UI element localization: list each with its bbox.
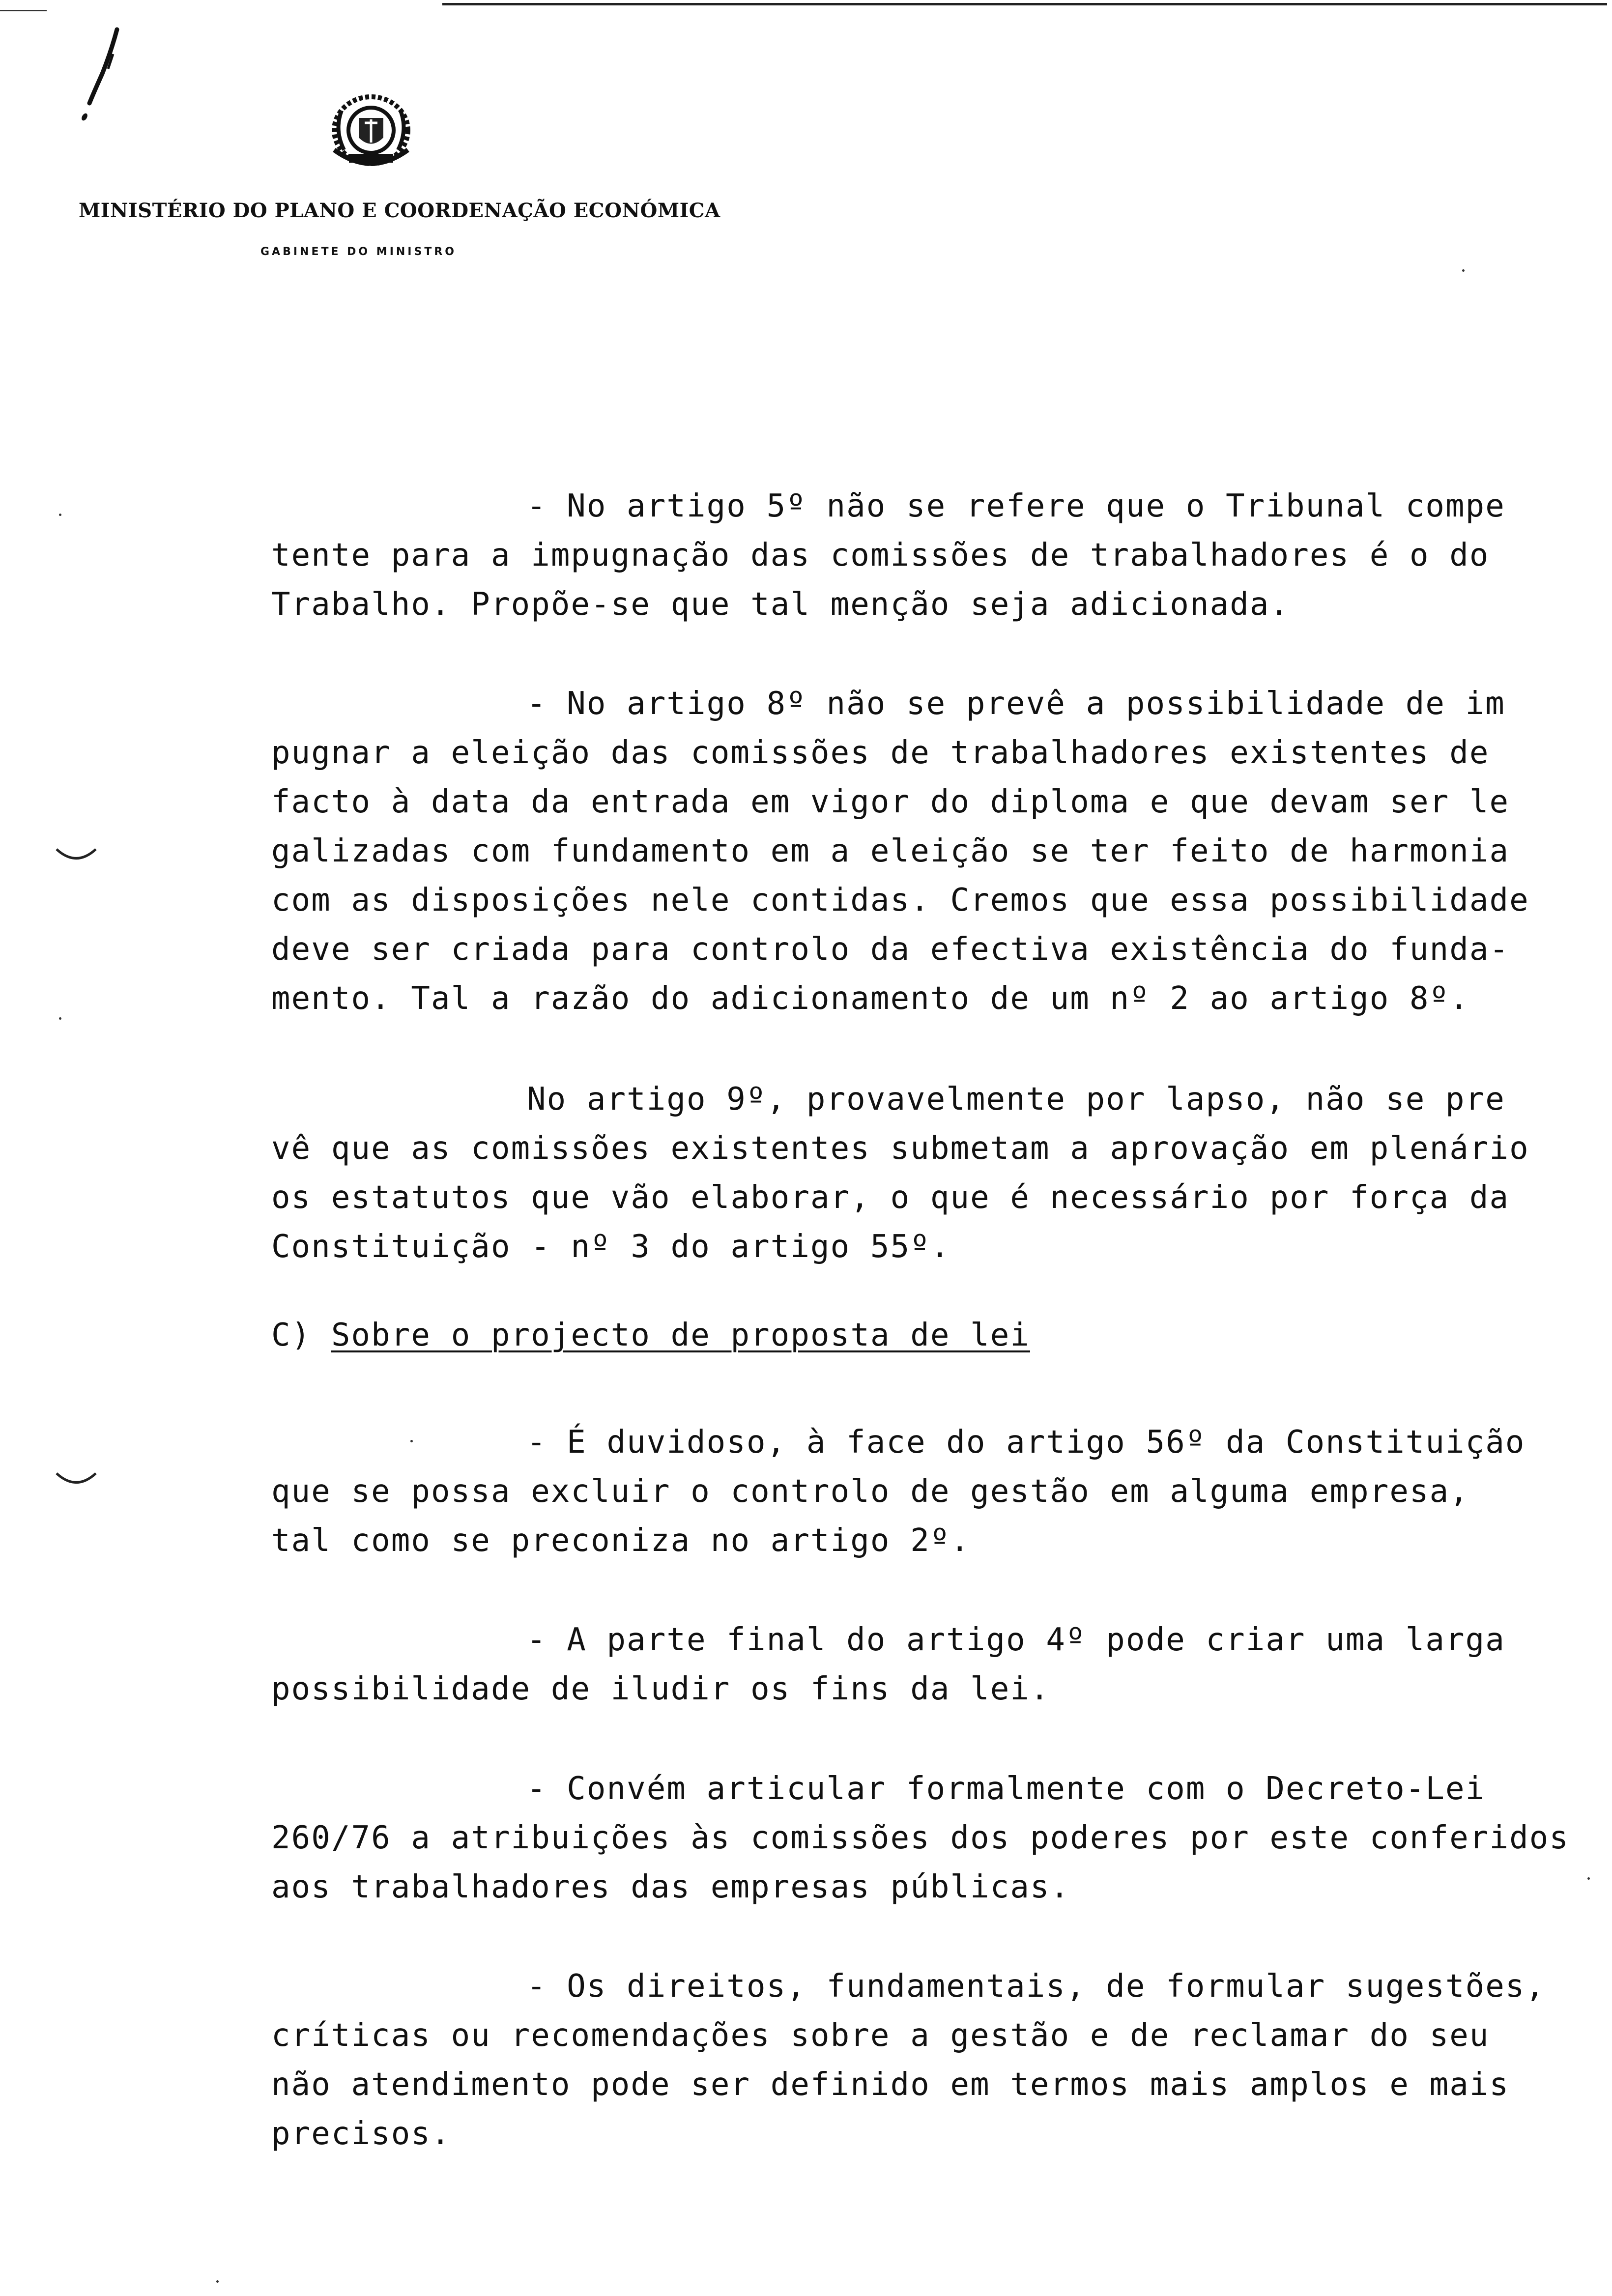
top-edge-line: [442, 3, 1607, 5]
text-line: não atendimento pode ser definido em termos mais amplos e mais: [271, 2066, 1510, 2103]
text-line: deve ser criada para controlo da efectiva existência do funda-: [271, 931, 1510, 968]
text-line: tal como se preconiza no artigo 2º.: [271, 1522, 971, 1559]
paragraph-article-56: [271, 1418, 1526, 1565]
text-line: - No artigo 5º não se refere que o Tribunal compe: [527, 488, 1505, 524]
coat-of-arms-icon: [324, 91, 418, 174]
text-line: que se possa excluir o controlo de gestão em alguma empresa,: [271, 1473, 1469, 1510]
text-line: facto à data da entrada em vigor do diploma e que devam ser le: [271, 784, 1510, 820]
punch-hole-mark-icon: [54, 845, 98, 865]
text-line: - Os direitos, fundamentais, de formular sugestões,: [527, 1968, 1546, 2005]
paragraph-decreto-lei: [271, 1764, 1570, 1912]
section-title: Sobre o projecto de proposta de lei: [331, 1317, 1030, 1353]
ministry-name: MINISTÉRIO DO PLANO E COORDENAÇÃO ECONÓMICA: [79, 199, 720, 222]
paragraph-direitos: [271, 1962, 1546, 2158]
text-line: - A parte final do artigo 4º pode criar uma larga: [527, 1622, 1505, 1658]
text-line: pugnar a eleição das comissões de trabalhadores existentes de: [271, 735, 1490, 771]
scan-speck: [216, 2280, 219, 2283]
text-line: Trabalho. Propõe-se que tal menção seja adicionada.: [271, 586, 1290, 623]
scan-speck: [1587, 1877, 1590, 1880]
text-line: tente para a impugnação das comissões de trabalhadores é o do: [271, 537, 1490, 574]
text-line: críticas ou recomendações sobre a gestão e de reclamar do seu: [271, 2017, 1490, 2054]
text-line: possibilidade de iludir os fins da lei.: [271, 1671, 1050, 1707]
paragraph-article-4: [271, 1615, 1520, 1714]
text-line: - É duvidoso, à face do artigo 56º da Constituição: [527, 1424, 1526, 1461]
section-prefix: C): [271, 1317, 312, 1353]
text-line: aos trabalhadores das empresas públicas.: [271, 1869, 1070, 1905]
scan-speck: [59, 1017, 61, 1020]
text-line: vê que as comissões existentes submetam a aprovação em plenário: [271, 1130, 1529, 1167]
section-heading: [271, 1317, 1030, 1353]
text-line: mento. Tal a razão do adicionamento de um nº 2 ao artigo 8º.: [271, 980, 1469, 1017]
text-line: 260/76 a atribuições às comissões dos poderes por este conferidos: [271, 1820, 1570, 1856]
handwritten-mark-icon: [79, 25, 123, 123]
paragraph-article-5: [271, 482, 1520, 629]
top-edge-mark: [0, 10, 47, 11]
text-line: Constituição - nº 3 do artigo 55º.: [271, 1229, 950, 1265]
text-line: galizadas com fundamento em a eleição se ter feito de harmonia: [271, 833, 1510, 869]
text-line: com as disposições nele contidas. Cremos que essa possibilidade: [271, 882, 1529, 918]
text-line: - Convém articular formalmente com o Decreto-Lei: [527, 1771, 1486, 1807]
text-line: os estatutos que vão elaborar, o que é necessário por força da: [271, 1179, 1510, 1216]
paragraph-article-8: [271, 679, 1529, 1023]
text-line: precisos.: [271, 2116, 451, 2152]
office-name: GABINETE DO MINISTRO: [260, 246, 457, 258]
text-line: No artigo 9º, provavelmente por lapso, não se pre: [527, 1081, 1505, 1118]
paragraph-article-9: [271, 1075, 1529, 1271]
punch-hole-mark-icon: [54, 1469, 98, 1489]
scan-speck: [1462, 269, 1465, 272]
scan-speck: [59, 514, 61, 516]
text-line: - No artigo 8º não se prevê a possibilidade de im: [527, 686, 1505, 722]
